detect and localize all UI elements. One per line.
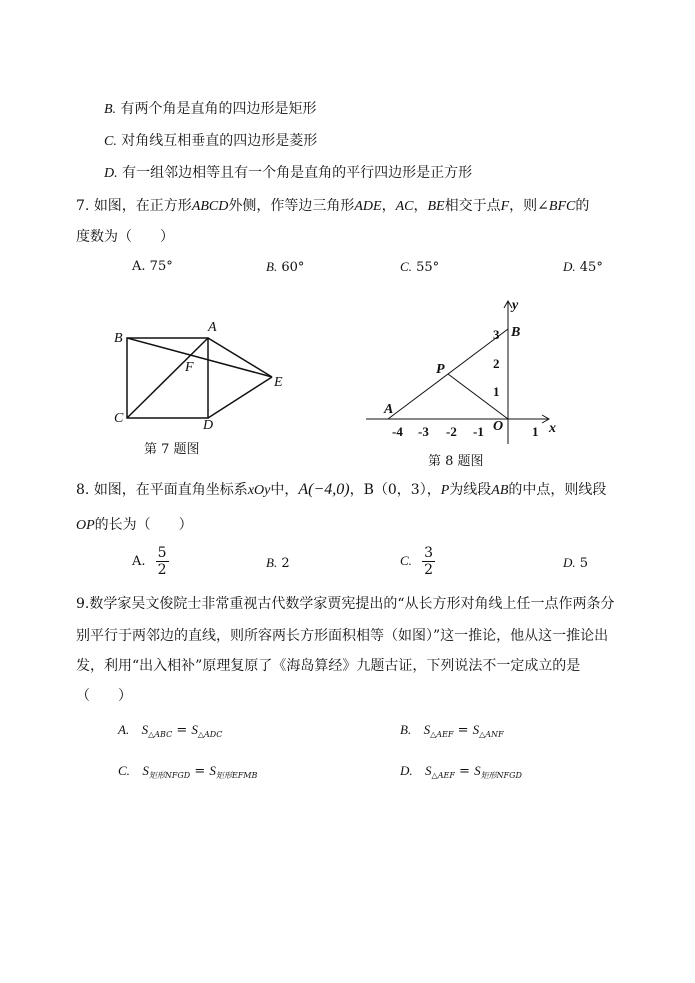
q8-option-a-denominator: 2 [157, 562, 167, 578]
q8-option-b-label: B. [266, 555, 278, 570]
q6-option-d-label: D. [104, 166, 118, 181]
q7-segment-ac: AC [395, 199, 414, 214]
q7-text: 相交于点 [444, 198, 501, 214]
q8-ytick-3: 3 [493, 327, 500, 342]
q7-text: 外侧，作等边三角形 [228, 198, 355, 214]
q8-option-c-label: C. [400, 553, 412, 568]
q8-figure-caption: 第 8 题图 [428, 454, 484, 469]
q8-option-c-numerator: 3 [424, 545, 433, 561]
q9-area-symbol: S [142, 763, 149, 778]
q9-stem-line1 [76, 594, 615, 614]
q8-text: ，B（0，3）， [349, 482, 441, 498]
q9-stem-line2: 别平行于两邻边的直线，则所容两长方形面积相等（如图）”这一推论，他从这一推论出 [76, 628, 609, 644]
q7-angle-bfc: BFC [548, 199, 576, 214]
q7-segment-be-line [127, 338, 272, 377]
q9-area-symbol: S [425, 763, 432, 778]
q8-option-a-label: A. [132, 554, 146, 569]
q7-option-c-label: C. [400, 259, 412, 274]
q7-label-d: D [203, 418, 214, 433]
q8-point-a: A(−4,0) [298, 481, 350, 498]
q9-option-c-label: C. [118, 763, 130, 778]
q8-label-a: A [384, 402, 394, 417]
q8-x-axis-label: x [549, 421, 556, 436]
q9-option-a-rhs: △ADC [197, 730, 223, 739]
q9-option-c [118, 761, 257, 786]
q8-coordinate-system: xOy [247, 483, 271, 498]
q9-area-symbol: S [209, 763, 216, 778]
q9-area-symbol: S [191, 722, 198, 737]
q7-option-c [400, 257, 439, 278]
q7-label-b: B [114, 331, 123, 346]
q8-stem-line2 [76, 515, 193, 536]
q7-option-c-value: 55° [416, 260, 440, 275]
q7-figure-caption: 第 7 题图 [144, 442, 200, 457]
q9-area-symbol: S [474, 763, 481, 778]
q8-option-d-label: D. [563, 555, 576, 570]
q8-xtick-neg3: -3 [418, 424, 429, 439]
q7-text: 如图，在正方形 [93, 198, 192, 214]
q9-stem-line4: （ ） [76, 688, 132, 704]
q6-option-b [104, 99, 317, 120]
q8-option-a-fraction [156, 545, 169, 578]
q8-segment-op-name: OP [76, 518, 95, 533]
q7-option-b [266, 257, 304, 278]
q7-option-d-value: 45° [579, 260, 603, 275]
q6-option-d [104, 163, 472, 184]
q9-option-d-rhs: 矩形NFGD [480, 771, 522, 780]
q6-option-c-label: C. [104, 134, 117, 149]
q9-equals: = [457, 723, 469, 738]
q6-option-d-text: 有一组邻边相等且有一个角是直角的平行四边形是正方形 [122, 165, 473, 181]
q7-text: ， [413, 198, 428, 214]
q9-option-c-rhs: 矩形EFMB [215, 771, 258, 780]
q7-label-e: E [274, 375, 283, 390]
q7-edge-ae [208, 338, 272, 377]
q6-option-c [104, 131, 317, 152]
q8-option-c [400, 545, 435, 578]
q7-option-d [563, 257, 603, 278]
q8-text: 的长为（ ） [94, 517, 193, 533]
q8-option-c-fraction [422, 545, 435, 578]
q8-option-b-value: 2 [281, 556, 290, 571]
q9-equals: = [176, 723, 188, 738]
q9-area-symbol: S [472, 722, 480, 737]
q7-option-d-label: D. [563, 259, 576, 274]
q8-y-axis-label: y [512, 298, 519, 313]
q8-point-p: P [440, 483, 450, 498]
q7-square-name: ABCD [191, 199, 229, 214]
q9-option-d [400, 761, 522, 786]
q7-stem-line1 [76, 196, 589, 217]
q8-option-d [563, 553, 588, 574]
q7-option-a-value: 75° [149, 259, 173, 274]
q8-option-a [132, 545, 169, 578]
q9-option-b-label: B. [400, 722, 412, 737]
q8-xtick-1: 1 [532, 424, 539, 439]
q7-option-a-label: A. [132, 259, 146, 274]
q9-area-symbol: S [423, 722, 431, 737]
q9-option-a-label: A. [118, 722, 130, 737]
q7-text: ，则∠ [509, 198, 549, 214]
q8-figure [360, 296, 565, 446]
q9-option-c-lhs: 矩形NFGD [148, 771, 191, 780]
q7-label-a: A [208, 320, 217, 335]
q7-text: ， [381, 198, 396, 214]
q7-text: 的 [575, 198, 590, 214]
q9-number: 9. [76, 596, 90, 612]
q8-text: 为线段 [449, 482, 492, 498]
q6-option-b-label: B. [104, 102, 117, 117]
q8-origin-label: O [493, 419, 504, 434]
q8-text: 的中点，则线段 [508, 482, 607, 498]
q8-label-p: P [436, 362, 445, 377]
q8-ytick-1: 1 [493, 384, 500, 399]
q7-triangle-name: ADE [354, 199, 382, 214]
q8-option-c-denominator: 2 [424, 562, 433, 578]
q8-ytick-2: 2 [493, 356, 500, 371]
q8-stem-line1 [76, 480, 606, 501]
q7-number: 7. [76, 198, 90, 214]
q8-xtick-neg2: -2 [446, 424, 457, 439]
q7-label-c: C [114, 411, 124, 426]
q9-option-d-lhs: △AEF [431, 771, 455, 780]
q8-option-d-value: 5 [579, 556, 589, 571]
q9-area-symbol: S [141, 722, 149, 737]
q9-equals: = [194, 764, 206, 779]
q7-point-f: F [500, 199, 510, 214]
q9-equals: = [459, 764, 470, 779]
q8-text: 如图，在平面直角坐标系 [93, 482, 248, 498]
q8-xtick-neg1: -1 [473, 424, 484, 439]
q9-text: 数学家吴文俊院士非常重视古代数学家贾宪提出的“从长方形对角线上任一点作两条分 [89, 596, 615, 612]
q7-label-f: F [185, 360, 194, 375]
q9-stem-line3: 发，利用“出入相补”原理复原了《海岛算经》九题古证，下列说法不一定成立的是 [76, 658, 581, 674]
q9-option-b-rhs: △ANF [479, 730, 504, 739]
q9-option-d-label: D. [400, 763, 413, 778]
q9-option-a [118, 720, 222, 745]
q7-figure [110, 316, 300, 434]
q8-xtick-neg4: -4 [392, 424, 403, 439]
q6-option-c-text: 对角线互相垂直的四边形是菱形 [121, 133, 318, 149]
q8-label-b: B [511, 325, 521, 340]
q9-option-b [400, 720, 504, 745]
q7-segment-ac-line [127, 338, 208, 418]
q7-edge-de [208, 377, 272, 418]
q8-option-b [266, 553, 290, 574]
q7-option-b-label: B. [266, 259, 278, 274]
q8-segment-ab-name: AB [491, 483, 509, 498]
q7-option-b-value: 60° [281, 260, 305, 275]
q8-number: 8. [76, 482, 90, 498]
q7-option-a [132, 257, 173, 277]
q7-segment-be: BE [427, 199, 445, 214]
q9-option-b-lhs: △AEF [430, 730, 454, 739]
q6-option-b-text: 有两个角是直角的四边形是矩形 [120, 101, 317, 117]
q8-text: 中， [270, 482, 299, 498]
q9-option-a-lhs: △ABC [148, 730, 173, 739]
q7-stem-line2: 度数为（ ） [76, 229, 174, 245]
q8-option-a-numerator: 5 [157, 545, 167, 561]
